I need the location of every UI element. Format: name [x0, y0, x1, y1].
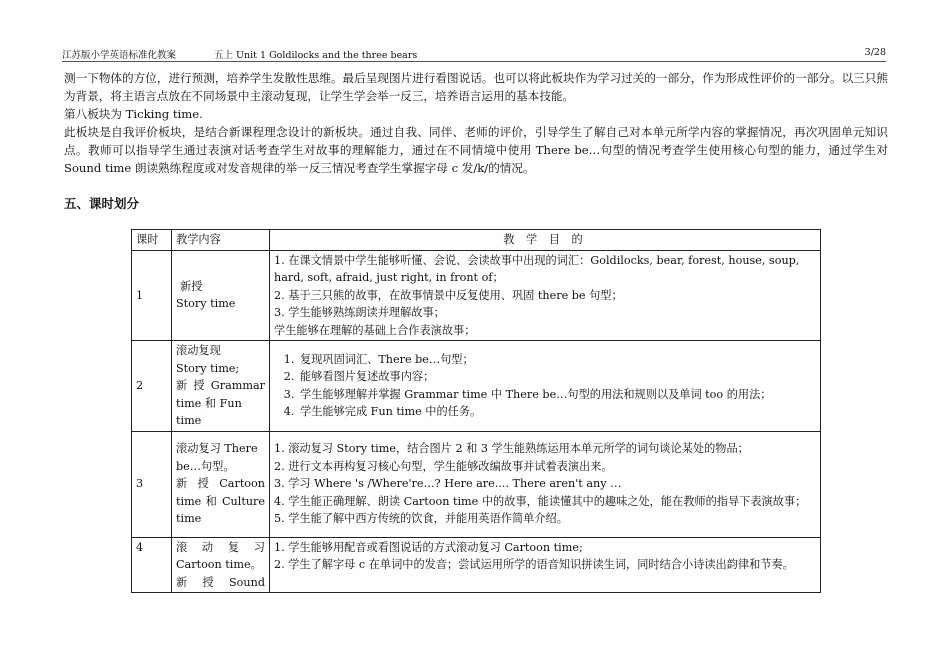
table-row [132, 341, 821, 432]
goal-item: 1. 在课文情景中学生能够听懂、会说、会读故事中出现的词汇：Goldilocks, bear, forest, house, soup, hard, soft, afraid, just right, in front of； [274, 253, 800, 284]
goal-item: 5. 学生能了解中西方传统的饮食，并能用英语作简单介绍。 [274, 512, 568, 526]
paragraph: 测一下物体的方位，进行预测，培养学生发散性思维。最后呈现图片进行看图说话。也可以将此板块作为学习过关的一部分，作为形成性评价的一部分。以三只熊为背景，将主语言点放在不同场景中主滚动复现，让学生学会举一反三，培养语言运用的基本技能。 [64, 71, 888, 103]
goal-item: 2. 能够看图片复述故事内容； [298, 368, 816, 386]
lesson-number: 3 [132, 431, 172, 537]
table-header-row [132, 230, 821, 251]
content-line: 滚 动 复 习 [176, 540, 265, 554]
lesson-goals [270, 341, 821, 432]
body-text [64, 69, 888, 177]
content-line: 新授 [180, 279, 203, 293]
content-line: time 和 Culture [176, 494, 265, 508]
lesson-goals [270, 250, 821, 341]
table-row [132, 537, 821, 593]
goal-item: 4. 学生能正确理解、朗读 Cartoon time 中的故事，能读懂其中的趣味之处，能在教师的指导下表演故事； [274, 494, 807, 508]
header-org: 江苏版小学英语标准化教案 [62, 50, 177, 61]
goal-item: 学生能够在理解的基础上合作表演故事； [274, 323, 476, 337]
paragraph: 第八板块为 Ticking time. [64, 107, 203, 121]
goal-item: 1. 滚动复习 Story time，结合图片 2 和 3 学生能熟练运用本单元所学的词句谈论某处的物品； [274, 442, 749, 456]
header-page-number: 3/28 [864, 47, 886, 58]
goal-item: 4. 学生能够完成 Fun time 中的任务。 [298, 403, 816, 421]
content-line: Cartoon time。 [176, 558, 262, 571]
table-row [132, 431, 821, 537]
lesson-content [172, 537, 270, 593]
paragraph: 此板块是自我评价板块，是结合新课程理念设计的新板块。通过自我、同伴、老师的评价，引导学生了解自己对本单元所学内容的掌握情况，再次巩固单元知识点。教师可以指导学生通过表演对话考查学生对故事的理解能力，通过在不同情境中使用 There be…句型的情况考查学生使用核心句型的能力，通过学生对 Sound time 朗读熟练程度或对发音规律的举一反三情况考查学生掌握字母 c 发/k/的情况。 [64, 125, 888, 175]
lesson-schedule-table [131, 229, 821, 593]
content-line: time 和 Fun time [176, 396, 242, 427]
content-line: Story time [176, 297, 236, 311]
lesson-content [172, 250, 270, 341]
lesson-content [172, 341, 270, 432]
goal-item: 2. 基于三只熊的故事，在故事情景中反复使用、巩固 there be 句型； [274, 288, 623, 302]
content-line: 新 授 Grammar [176, 379, 265, 392]
lesson-goals [270, 537, 821, 593]
section-heading: 五、课时划分 [64, 196, 140, 211]
column-header-purpose: 教 学 目 的 [270, 230, 821, 251]
content-line: 滚动复现 [176, 344, 221, 357]
lesson-number: 2 [132, 341, 172, 432]
column-header-content: 教学内容 [172, 230, 270, 251]
lesson-content [172, 431, 270, 537]
goal-item: 2. 学生了解字母 c 在单词中的发音；尝试运用所学的语音知识拼读生词，同时结合小诗读出韵律和节奏。 [274, 558, 794, 571]
column-header-lesson: 课时 [132, 230, 172, 251]
page-header [62, 47, 886, 62]
content-line: 新 授 Cartoon [176, 477, 265, 491]
goal-item: 1. 学生能够用配音或看图说话的方式滚动复习 Cartoon time; [274, 540, 583, 554]
header-unit-title: 五上 Unit 1 Goldilocks and the three bears [214, 50, 418, 61]
lesson-goals [270, 431, 821, 537]
goal-item: 1. 复现巩固词汇、There be…句型； [298, 351, 816, 369]
content-line: 新 授 Sound [176, 575, 265, 589]
content-line: time [176, 512, 202, 526]
content-line: Story time; [176, 361, 240, 375]
lesson-number: 1 [132, 250, 172, 341]
content-line: 滚动复习 There [176, 442, 258, 456]
lesson-number: 4 [132, 537, 172, 593]
goal-item: 3. 学习 Where 's /Where're…? Here are.... There aren't any … [274, 477, 622, 491]
goal-item: 3. 学生能够理解并掌握 Grammar time 中 There be…句型的用法和规则以及单词 too 的用法； [298, 386, 816, 404]
table-row [132, 250, 821, 341]
content-line: be…句型。 [176, 459, 235, 473]
goal-item: 2. 进行文本再构复习核心句型，学生能够改编故事并试着表演出来。 [274, 459, 613, 473]
goal-item: 3. 学生能够熟练朗读并理解故事； [274, 306, 445, 319]
